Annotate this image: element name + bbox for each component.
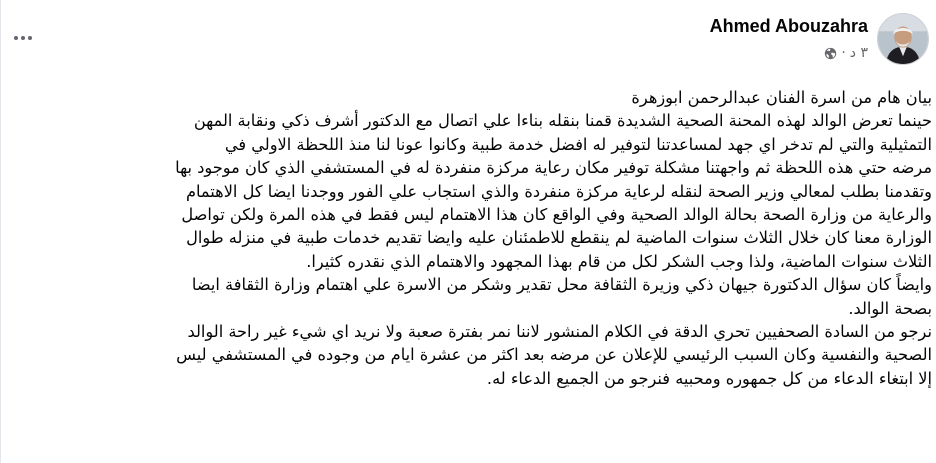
post-text-line: والرعاية من وزارة الصحة بحالة الوالد الصحية وفي الواقع كان هذا الاهتمام ليس فقط في هذه المرة ولكن تواصل bbox=[181, 204, 932, 224]
post-text-line: حينما تعرض الوالد لهذه المحنة الصحية الشديدة قمنا بنقله بناءا علي اتصال مع الدكتور أشرف ذكي ونقابة المهن bbox=[193, 111, 932, 131]
post-text-line: الصحية والنفسية وكان السبب الرئيسي للإعلان عن مرضه بعد اكثر من عشرة ايام من وجوده في المستشفي ليس bbox=[176, 345, 932, 365]
globe-icon[interactable] bbox=[824, 47, 837, 60]
more-dot-icon bbox=[14, 36, 18, 40]
post-text-line: الثلاث سنوات الماضية، ولذا وجب الشكر لكل من قام بهذا المجهود والاهتمام الذي نقدره كثيرا. bbox=[306, 251, 932, 271]
post-text-line: إلا ابتغاء الدعاء من كل جمهوره ومحبيه فنرجو من الجميع الدعاء له. bbox=[486, 368, 932, 388]
author-avatar[interactable] bbox=[877, 13, 929, 65]
post-text-line: وايضاً كان سؤال الدكتورة جيهان ذكي وزيرة الثقافة محل تقدير وشكر من الاسرة علي اهتمام وزارة الثقافة ايضا bbox=[191, 275, 932, 295]
post-meta bbox=[824, 44, 868, 62]
post-text-line: وتقدمنا بطلب لمعالي وزير الصحة لنقله لرعاية مركزة منفردة والذي استجاب علي الفور ووجدنا ايضا كل الاهتمام bbox=[185, 181, 932, 201]
meta-separator: · bbox=[841, 45, 846, 61]
more-dot-icon bbox=[28, 36, 32, 40]
post-title-line: بيان هام من اسرة الفنان عبدالرحمن ابوزهرة bbox=[631, 88, 932, 107]
post-timestamp[interactable]: ٣ د bbox=[849, 45, 868, 61]
post-text-line: نرجو من السادة الصحفيين تحري الدقة في الكلام المنشور لاننا نمر بفترة صعبة ولا نريد اي شيء غير راحة الوالد bbox=[187, 321, 932, 341]
post-text-line: التمثيلية والتي لم تدخر اي جهد لمساعدتنا لتوفير له افضل خدمة طبية وكانوا عونا لنا منذ اللحظة الاولي في bbox=[224, 134, 932, 154]
post-text-line: بصحة الوالد. bbox=[848, 298, 932, 318]
more-dot-icon bbox=[21, 36, 25, 40]
author-name[interactable]: Ahmed Abouzahra bbox=[709, 16, 868, 36]
post-text bbox=[6, 86, 932, 390]
post-text-line: مرضه حتي هذه اللحظة ثم واجهتنا مشكلة توفير مكان رعاية مركزة منفردة له في المستشفي الذي كان موجود بها bbox=[175, 158, 932, 178]
post-text-line: الوزارة معنا كان خلال الثلاث سنوات الماضية لم ينقطع للاطمئنان عليه وايضا تقديم خدمات طبية في منزله طوال bbox=[186, 228, 932, 248]
card-border bbox=[0, 0, 1, 463]
avatar-portrait-icon bbox=[878, 14, 928, 64]
more-options-button[interactable] bbox=[10, 30, 36, 46]
